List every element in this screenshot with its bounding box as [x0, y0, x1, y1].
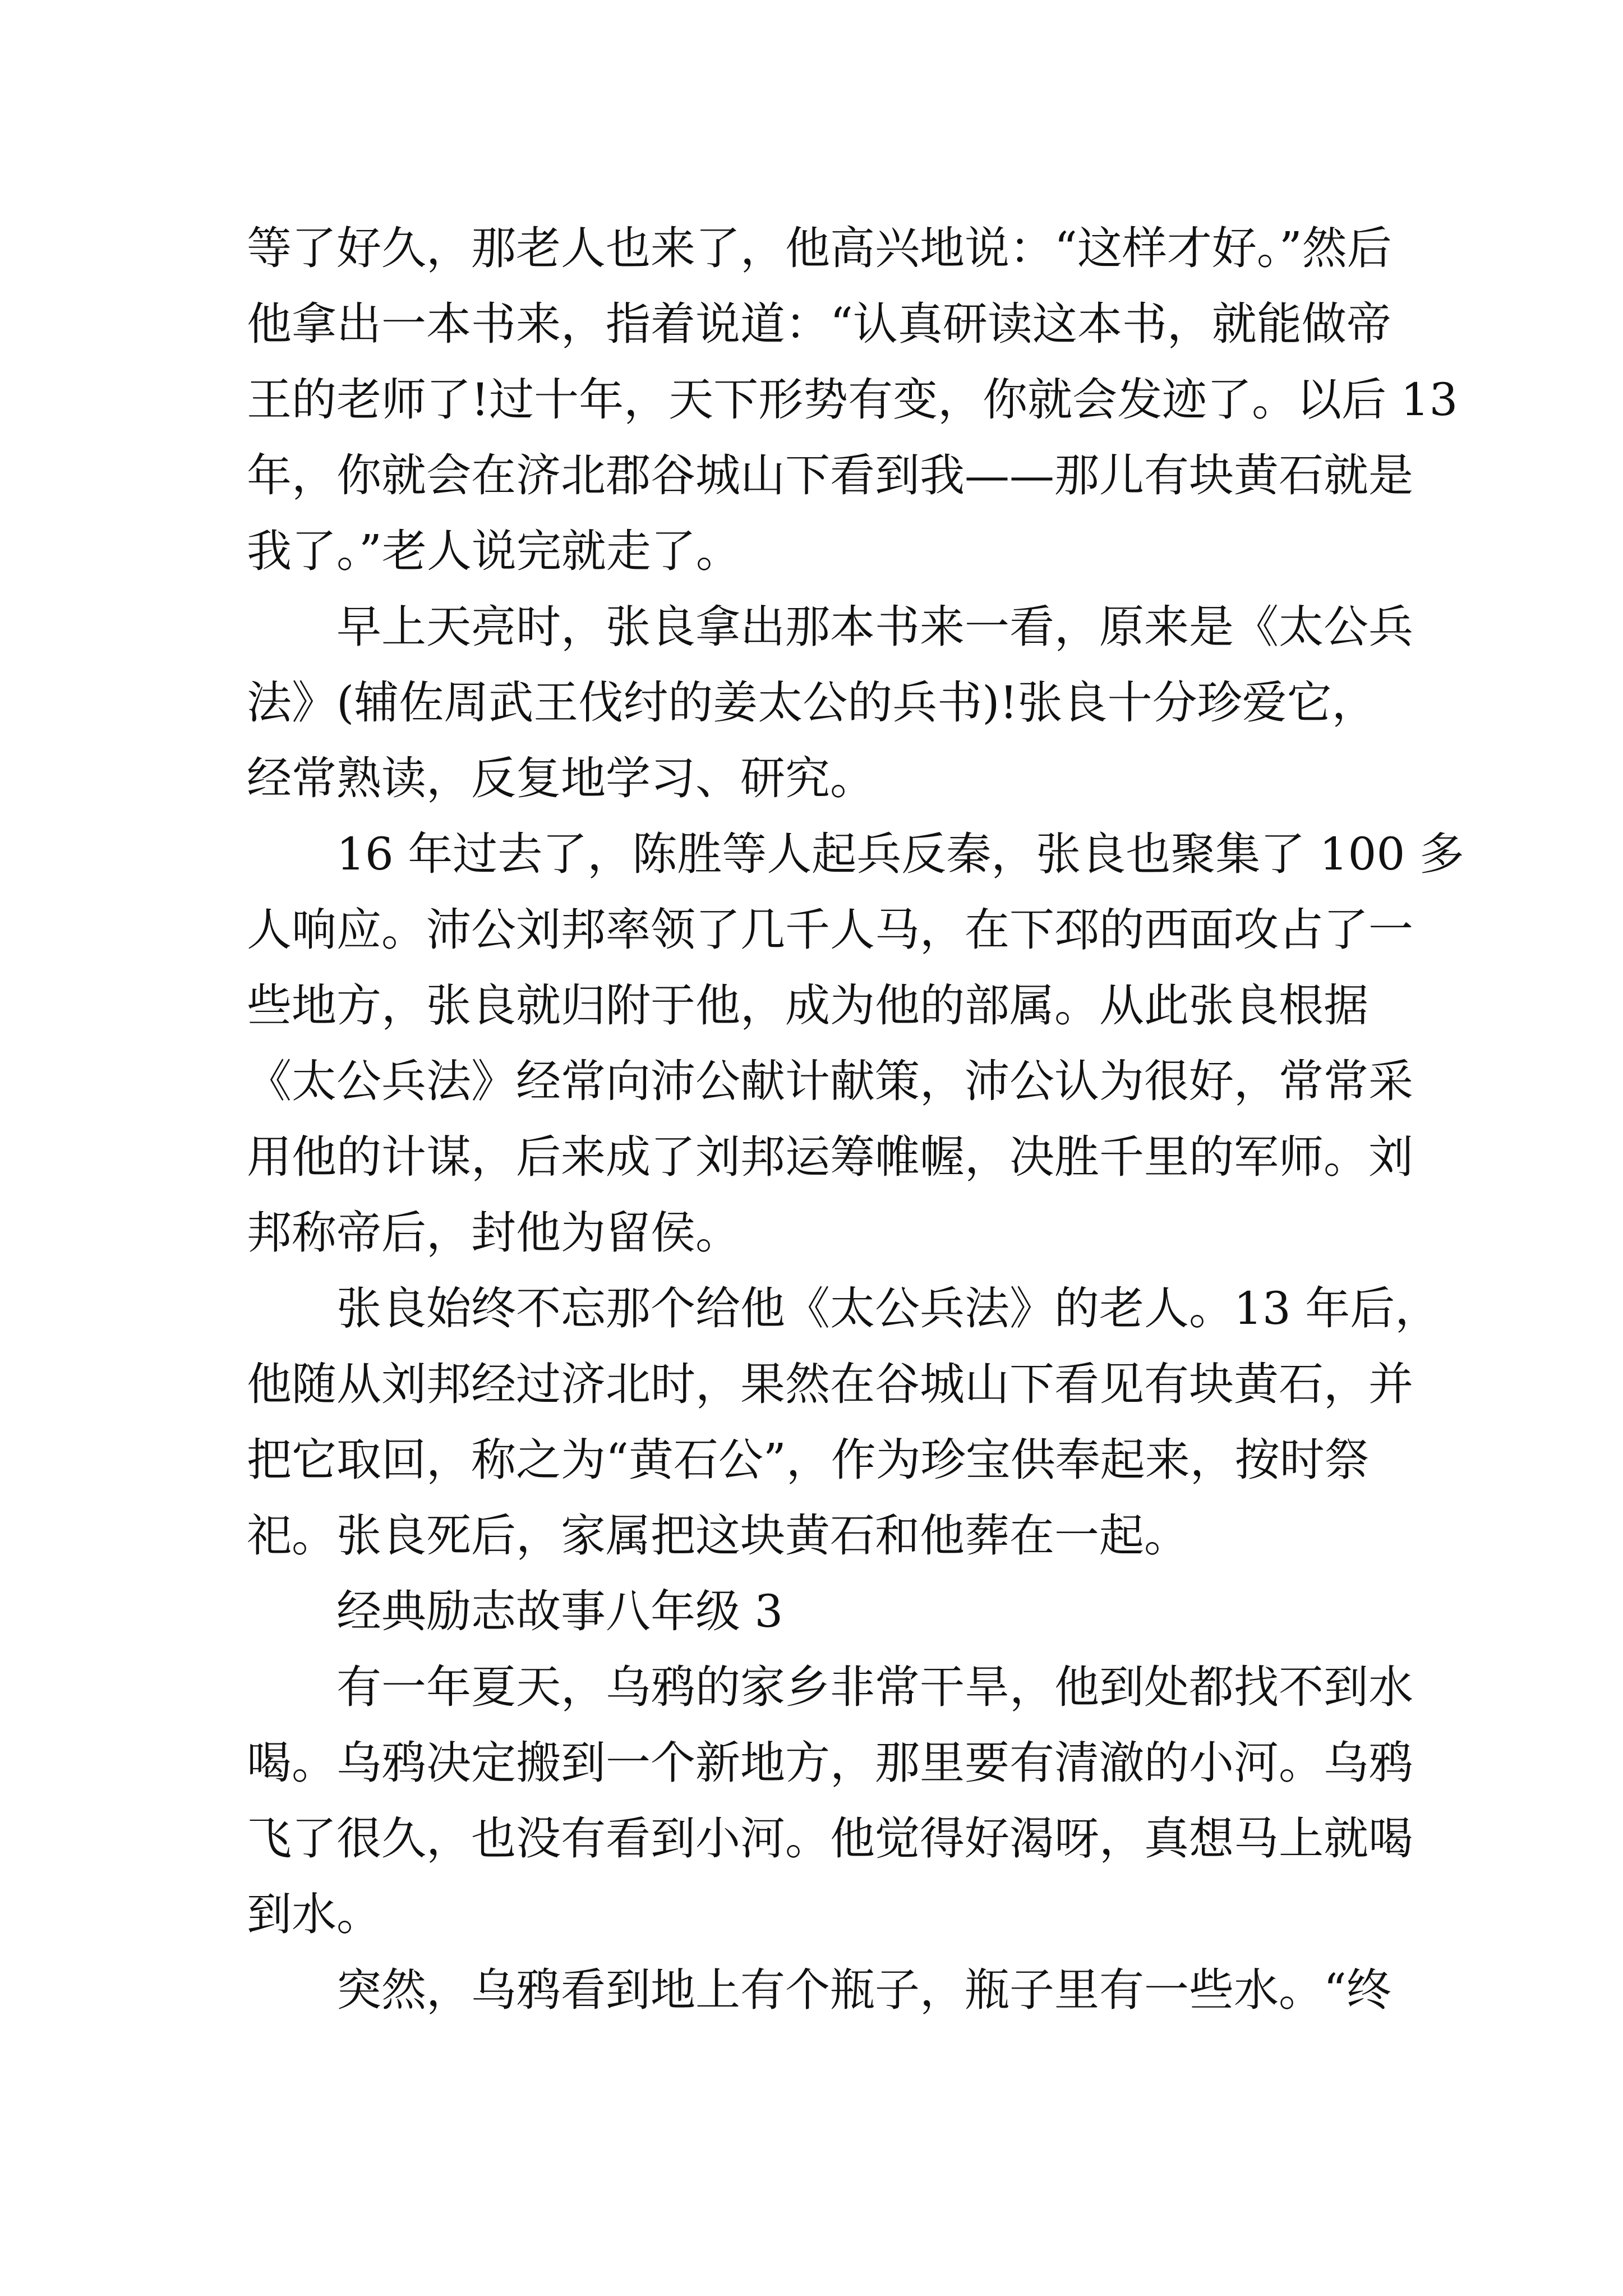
- text-line: 《太公兵法》经常向沛公献计献策，沛公认为很好，常常采: [247, 1055, 1413, 1107]
- text-line: 到水。: [247, 1888, 381, 1940]
- text-line: 他拿出一本书来，指着说道：“认真研读这本书，就能做帝: [247, 298, 1391, 350]
- paragraph-first-line: 有一年夏天，乌鸦的家乡非常干旱，他到处都找不到水: [336, 1661, 1413, 1713]
- text-line: 法》(辅佐周武王伐纣的姜太公的兵书)!张良十分珍爱它，: [247, 677, 1377, 729]
- text-line: 用他的计谋，后来成了刘邦运筹帷幄，决胜千里的军师。刘: [247, 1131, 1413, 1183]
- paragraph-first-line: 早上天亮时，张良拿出那本书来一看，原来是《太公兵: [336, 601, 1413, 653]
- text-line: 些地方，张良就归附于他，成为他的部属。从此张良根据: [247, 979, 1368, 1032]
- text-line: 飞了很久，也没有看到小河。他觉得好渴呀，真想马上就喝: [247, 1812, 1413, 1865]
- text-line: 喝。乌鸦决定搬到一个新地方，那里要有清澈的小河。乌鸦: [247, 1737, 1413, 1789]
- paragraph-first-line: 突然，乌鸦看到地上有个瓶子，瓶子里有一些水。“终: [336, 1964, 1391, 2016]
- text-line: 年，你就会在济北郡谷城山下看到我——那儿有块黄石就是: [247, 449, 1413, 501]
- text-line: 王的老师了!过十年，天下形势有变，你就会发迹了。以后 13: [247, 374, 1458, 426]
- text-line: 他随从刘邦经过济北时，果然在谷城山下看见有块黄石，并: [247, 1358, 1413, 1410]
- text-line: 经常熟读，反复地学习、研究。: [247, 752, 875, 804]
- text-line: 把它取回，称之为“黄石公”，作为珍宝供奉起来，按时祭: [247, 1434, 1370, 1486]
- text-line: 邦称帝后，封他为留侯。: [247, 1207, 740, 1259]
- text-line: 人响应。沛公刘邦率领了几千人马，在下邳的西面攻占了一: [247, 904, 1413, 956]
- paragraph-first-line: 张良始终不忘那个给他《太公兵法》的老人。13 年后，: [336, 1282, 1440, 1335]
- section-heading: 经典励志故事八年级 3: [336, 1585, 783, 1637]
- text-line: 我了。”老人说完就走了。: [247, 525, 741, 577]
- text-line: 祀。张良死后，家属把这块黄石和他葬在一起。: [247, 1510, 1189, 1562]
- text-line: 等了好久，那老人也来了，他高兴地说：“这样才好。”然后: [247, 222, 1392, 274]
- paragraph-first-line: 16 年过去了，陈胜等人起兵反秦，张良也聚集了 100 多: [336, 828, 1464, 880]
